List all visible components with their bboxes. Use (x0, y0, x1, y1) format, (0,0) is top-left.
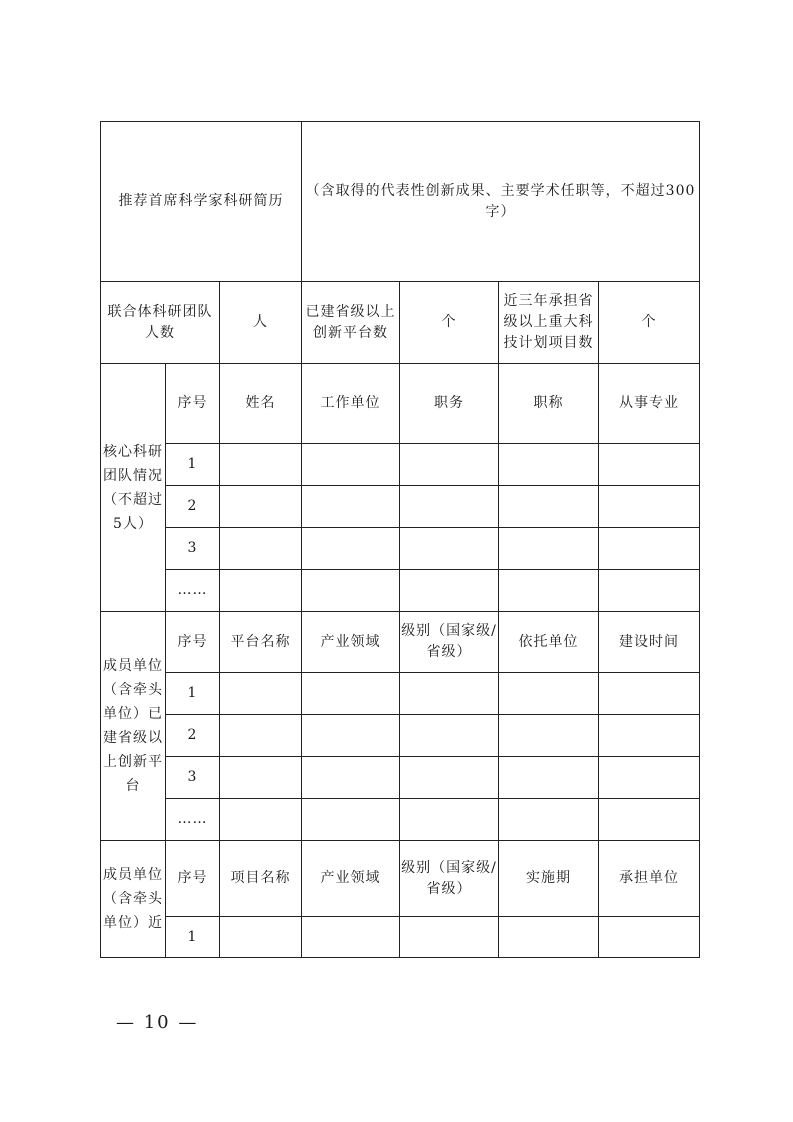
row-index: 1 (166, 917, 220, 958)
table-cell[interactable] (302, 570, 400, 612)
row-index: …… (166, 799, 220, 841)
table-cell[interactable] (400, 757, 499, 799)
table-cell[interactable] (302, 444, 400, 486)
table-cell[interactable] (499, 528, 599, 570)
platforms-header-date: 建设时间 (599, 612, 700, 673)
table-cell[interactable] (599, 444, 700, 486)
platforms-header-level: 级别（国家级/省级） (400, 612, 499, 673)
team-count-label: 联合体科研团队人数 (101, 282, 220, 364)
projects-header-name: 项目名称 (220, 841, 302, 917)
table-cell[interactable] (220, 486, 302, 528)
platforms-label: 成员单位（含牵头单位）已建省级以上创新平台 (101, 612, 166, 841)
table-cell[interactable] (220, 715, 302, 757)
table-cell[interactable] (499, 799, 599, 841)
project-count-label: 近三年承担省级以上重大科技计划项目数 (499, 282, 599, 364)
table-cell[interactable] (599, 528, 700, 570)
core-team-row (101, 486, 700, 528)
table-cell[interactable] (302, 528, 400, 570)
core-team-header-index: 序号 (166, 364, 220, 444)
table-cell[interactable] (302, 715, 400, 757)
table-cell[interactable] (499, 757, 599, 799)
table-cell[interactable] (599, 486, 700, 528)
platforms-header-row (101, 612, 700, 673)
core-team-header-position: 职务 (400, 364, 499, 444)
core-team-row (101, 570, 700, 612)
table-cell[interactable] (302, 799, 400, 841)
row-index: 1 (166, 673, 220, 715)
table-cell[interactable] (400, 528, 499, 570)
platforms-header-industry: 产业领域 (302, 612, 400, 673)
core-team-header-specialty: 从事专业 (599, 364, 700, 444)
projects-header-index: 序号 (166, 841, 220, 917)
application-form-table (100, 121, 700, 958)
row-index: …… (166, 570, 220, 612)
row-index: 3 (166, 757, 220, 799)
table-cell[interactable] (302, 757, 400, 799)
resume-row (101, 122, 700, 282)
platform-count-field[interactable]: 个 (400, 282, 499, 364)
table-cell[interactable] (302, 917, 400, 958)
table-cell[interactable] (400, 673, 499, 715)
table-cell[interactable] (499, 570, 599, 612)
page-number: — 10 — (116, 1012, 199, 1033)
table-cell[interactable] (400, 486, 499, 528)
platforms-header-name: 平台名称 (220, 612, 302, 673)
table-cell[interactable] (220, 528, 302, 570)
core-team-row (101, 528, 700, 570)
resume-label: 推荐首席科学家科研简历 (101, 122, 302, 282)
core-team-header-name: 姓名 (220, 364, 302, 444)
table-cell[interactable] (599, 799, 700, 841)
table-cell[interactable] (400, 917, 499, 958)
projects-header-row (101, 841, 700, 917)
platform-count-label: 已建省级以上创新平台数 (302, 282, 400, 364)
platforms-header-index: 序号 (166, 612, 220, 673)
core-team-label: 核心科研团队情况（不超过5人） (101, 364, 166, 612)
table-cell[interactable] (220, 757, 302, 799)
table-cell[interactable] (599, 757, 700, 799)
table-cell[interactable] (220, 444, 302, 486)
counts-row (101, 282, 700, 364)
table-cell[interactable] (499, 917, 599, 958)
table-cell[interactable] (599, 570, 700, 612)
table-cell[interactable] (302, 486, 400, 528)
table-cell[interactable] (499, 444, 599, 486)
core-team-row (101, 444, 700, 486)
table-cell[interactable] (220, 917, 302, 958)
table-cell[interactable] (220, 570, 302, 612)
table-cell[interactable] (599, 715, 700, 757)
project-count-field[interactable]: 个 (599, 282, 700, 364)
row-index: 3 (166, 528, 220, 570)
table-cell[interactable] (599, 917, 700, 958)
projects-label: 成员单位（含牵头单位）近 (101, 841, 166, 958)
platforms-row (101, 715, 700, 757)
table-cell[interactable] (499, 486, 599, 528)
platforms-header-host: 依托单位 (499, 612, 599, 673)
core-team-header-employer: 工作单位 (302, 364, 400, 444)
projects-header-period: 实施期 (499, 841, 599, 917)
table-cell[interactable] (400, 799, 499, 841)
core-team-header-title: 职称 (499, 364, 599, 444)
table-cell[interactable] (499, 715, 599, 757)
platforms-row (101, 757, 700, 799)
row-index: 2 (166, 715, 220, 757)
projects-header-undertaker: 承担单位 (599, 841, 700, 917)
core-team-header-row (101, 364, 700, 444)
row-index: 2 (166, 486, 220, 528)
table-cell[interactable] (599, 673, 700, 715)
table-cell[interactable] (302, 673, 400, 715)
table-cell[interactable] (220, 799, 302, 841)
resume-input-area[interactable]: （含取得的代表性创新成果、主要学术任职等，不超过300字） (302, 122, 700, 282)
table-cell[interactable] (400, 570, 499, 612)
table-cell[interactable] (220, 673, 302, 715)
table-cell[interactable] (400, 444, 499, 486)
row-index: 1 (166, 444, 220, 486)
team-count-field[interactable]: 人 (220, 282, 302, 364)
table-cell[interactable] (400, 715, 499, 757)
projects-row (101, 917, 700, 958)
platforms-row (101, 799, 700, 841)
table-cell[interactable] (499, 673, 599, 715)
projects-header-industry: 产业领域 (302, 841, 400, 917)
projects-header-level: 级别（国家级/省级） (400, 841, 499, 917)
platforms-row (101, 673, 700, 715)
